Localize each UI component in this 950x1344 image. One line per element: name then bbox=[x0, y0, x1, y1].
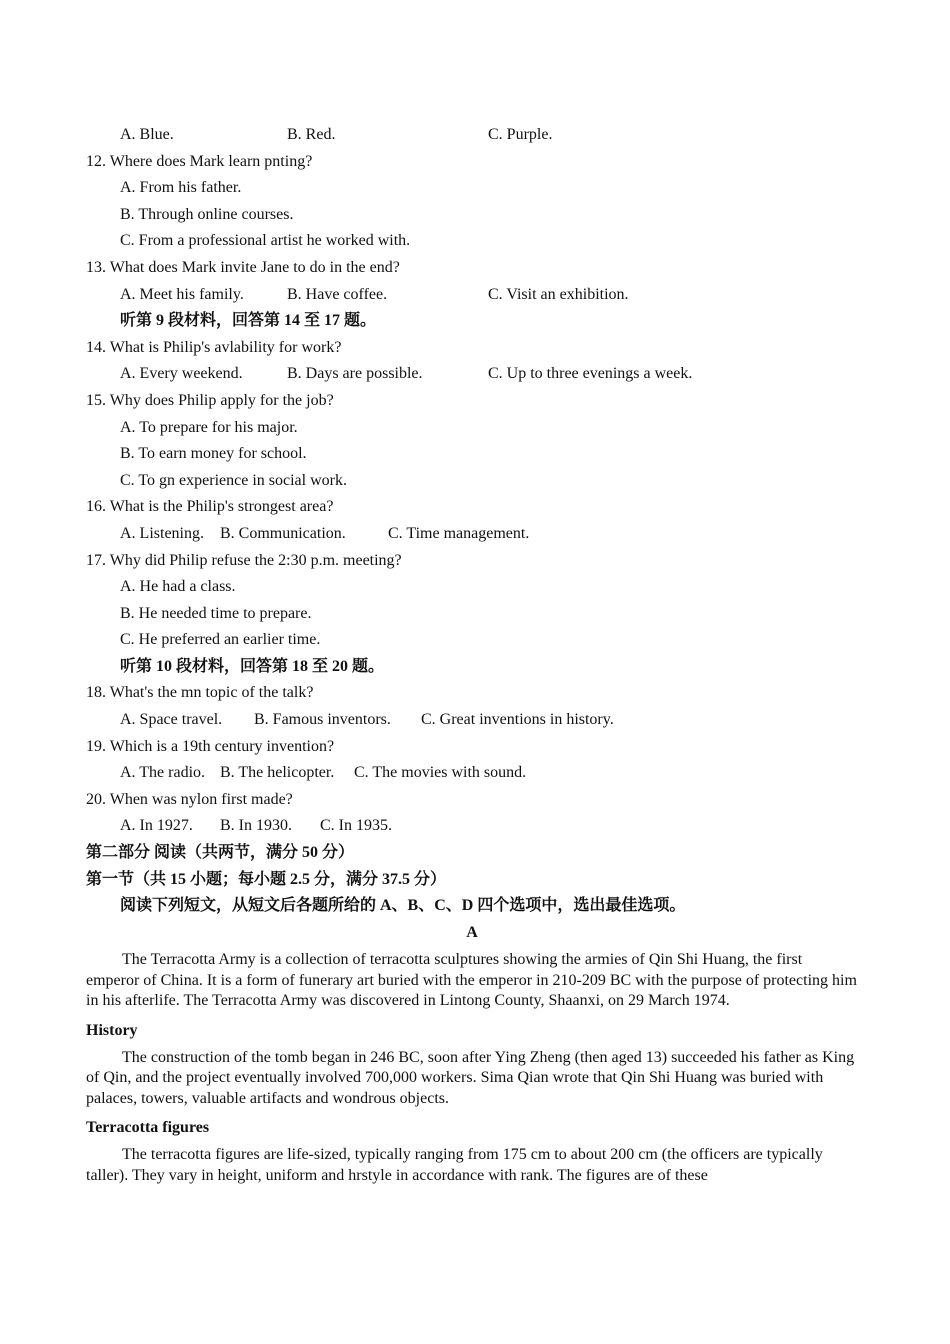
option-q18-a: A. Space travel. bbox=[120, 711, 223, 729]
option-q13-a: A. Meet his family. bbox=[120, 285, 244, 303]
question-q14: 14. What is Philip's avlability for work? bbox=[86, 338, 342, 356]
reading-instruction: 阅读下列短文，从短文后各题所给的 A、B、C、D 四个选项中，选出最佳选项。 bbox=[120, 897, 686, 915]
option-q19-b: B. The helicopter. bbox=[220, 764, 335, 782]
passage-letter: A bbox=[466, 923, 478, 941]
options-row-q19 bbox=[86, 760, 858, 787]
option-q13-b: B. Have coffee. bbox=[287, 285, 388, 303]
history-paragraph: The construction of the tomb began in 246 BC, soon after Ying Zheng (then aged 13) succeeded his father as King of Qin, and the project eventually involved 700,000 workers. Sima Qian wrote that Qin Shi Huang was buried with palaces, towers, valuable artifacts and wondrous objects. bbox=[86, 1048, 855, 1107]
options-row-q14 bbox=[86, 361, 858, 388]
figures-paragraph: The terracotta figures are life-sized, typically ranging from 175 cm to about 200 cm (the officers are typically taller). They vary in height, uniform and hrstyle in accordance with rank. The figures are of these bbox=[86, 1146, 823, 1184]
listening-instruction: 听第 10 段材料，回答第 18 至 20 题。 bbox=[120, 657, 385, 675]
section1-title: 第一节（共 15 小题；每小题 2.5 分，满分 37.5 分） bbox=[86, 870, 447, 888]
option-q15-a: A. To prepare for his major. bbox=[120, 418, 298, 436]
option-q12-b: B. Through online courses. bbox=[120, 205, 294, 223]
option-q14-b: B. Days are possible. bbox=[287, 365, 423, 383]
option-q11-c: C. Purple. bbox=[488, 126, 553, 143]
option-q14-c: C. Up to three evenings a week. bbox=[488, 365, 693, 383]
option-q17-b: B. He needed time to prepare. bbox=[120, 604, 312, 622]
option-q18-c: C. Great inventions in history. bbox=[421, 711, 614, 729]
option-q15-b: B. To earn money for school. bbox=[120, 445, 307, 463]
question-q13: 13. What does Mark invite Jane to do in the end? bbox=[86, 258, 400, 276]
option-q17-a: A. He had a class. bbox=[120, 578, 236, 596]
option-q18-b: B. Famous inventors. bbox=[254, 711, 391, 729]
option-q20-b: B. In 1930. bbox=[220, 817, 292, 835]
options-row-q18 bbox=[86, 707, 858, 734]
options-row-q13 bbox=[86, 282, 858, 309]
option-q20-c: C. In 1935. bbox=[320, 817, 392, 835]
question-q17: 17. Why did Philip refuse the 2:30 p.m. meeting? bbox=[86, 551, 402, 569]
listening-section bbox=[86, 122, 858, 840]
option-q11-a: A. Blue. bbox=[120, 126, 174, 143]
option-q15-c: C. To gn experience in social work. bbox=[120, 471, 347, 489]
option-q11-b: B. Red. bbox=[287, 126, 336, 143]
exam-page bbox=[86, 122, 858, 1192]
question-q12: 12. Where does Mark learn pnting? bbox=[86, 152, 313, 170]
listening-instruction: 听第 9 段材料，回答第 14 至 17 题。 bbox=[120, 312, 377, 330]
option-q19-c: C. The movies with sound. bbox=[354, 764, 527, 782]
option-q16-c: C. Time management. bbox=[388, 524, 530, 542]
option-q16-a: A. Listening. bbox=[120, 524, 204, 542]
option-q19-a: A. The radio. bbox=[120, 764, 206, 782]
question-q16: 16. What is the Philip's strongest area? bbox=[86, 498, 334, 516]
passage-intro: The Terracotta Army is a collection of terracotta sculptures showing the armies of Qin Shi Huang, the first emperor of China. It is a form of funerary art buried with the emperor in 210-209 BC with the purpose of protecting him in his afterlife. The Terracotta Army was discovered in Lintong County, Shaanxi, on 29 March 1974. bbox=[86, 951, 857, 1010]
option-q20-a: A. In 1927. bbox=[120, 817, 193, 835]
option-q13-c: C. Visit an exhibition. bbox=[488, 285, 629, 303]
question-q15: 15. Why does Philip apply for the job? bbox=[86, 391, 334, 409]
figures-heading: Terracotta figures bbox=[86, 1119, 210, 1137]
options-row-q20 bbox=[86, 813, 858, 840]
history-heading: History bbox=[86, 1021, 138, 1039]
options-row-q16 bbox=[86, 521, 858, 548]
part2 bbox=[86, 840, 858, 1186]
option-q12-c: C. From a professional artist he worked with. bbox=[120, 232, 411, 250]
question-q18: 18. What's the mn topic of the talk? bbox=[86, 684, 314, 702]
question-q20: 20. When was nylon first made? bbox=[86, 790, 293, 808]
option-q16-b: B. Communication. bbox=[220, 524, 346, 542]
option-q17-c: C. He preferred an earlier time. bbox=[120, 631, 321, 649]
question-q19: 19. Which is a 19th century invention? bbox=[86, 737, 335, 755]
options-row-q11 bbox=[86, 122, 858, 149]
option-q12-a: A. From his father. bbox=[120, 179, 242, 197]
option-q14-a: A. Every weekend. bbox=[120, 365, 243, 383]
part2-title: 第二部分 阅读（共两节，满分 50 分） bbox=[86, 844, 355, 862]
